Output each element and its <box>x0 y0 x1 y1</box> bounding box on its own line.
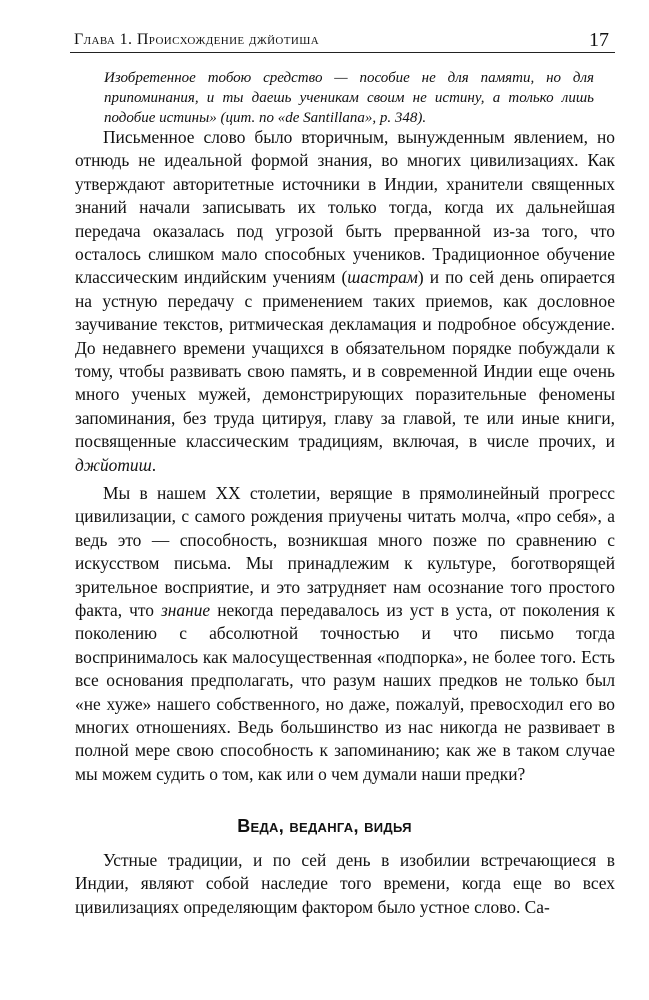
body-paragraph <box>75 126 615 477</box>
paragraph-text: ) и по сей день опирается на устную передачу с применением таких приемов, как дословное заучивание текстов, ритмическая декламация и подробное обсуждение. До недавнего времени учащихся в обязательном порядке побуждали к тому, чтобы развивать свою память, и в современной Индии еще очень много ученых мужей, демонстрирующих поразительные феномены запоминания, без труда цитируя, главу за главой, те или иные книги, посвященные классическим традициям, включая, в числе прочих, и <box>75 267 616 452</box>
paragraph-text: Мы в нашем XX столетии, верящие в прямолинейный прогресс цивилизации, с самого рождения приучены читать молча, «про себя», а ведь это — способность, возникшая много позже по сравнению с искусством письма. Мы принадлежим к культуре, боготворящей зрительное восприятие, и это затрудняет нам осознание того простого факта, что <box>75 483 615 621</box>
section-heading: Веда, веданга, видья <box>237 816 412 836</box>
paragraph-text: Письменное слово было вторичным, вынужденным явлением, но отнюдь не идеальной формой знания, во многих цивилизациях. Как утверждают авторитетные источники в Индии, хранители священных знаний начали записывать их только тогда, когда их дальнейшая передача оказалась под угрозой быть прерванной из-за того, что осталось слишком мало способных учеников. Традиционное обучение классическим индийским учениям ( <box>75 127 615 288</box>
page-number: 17 <box>589 29 609 51</box>
running-header <box>70 30 615 53</box>
paragraph-text: некогда передавалось из уст в уста, от поколения к поколению с абсолютной точностью и что письмо тогда воспринималось как малосущественная «подпорка», не более того. Есть все основания предполагать, что разум наших предков не только был «не хуже» нашего собственного, но даже, пожалуй, превосходил его во многих отношениях. Ведь большинство из нас никогда не развивает в полной мере свою способность к запоминанию; как же в таком случае мы можем судить о том, как или о чем думали наши предки? <box>75 600 616 784</box>
body-paragraph <box>75 482 615 786</box>
chapter-title: Глава 1. Происхождение джйотиша <box>74 31 320 48</box>
emphasized-term: джйотиш <box>75 454 152 475</box>
emphasized-term: шастрам <box>347 267 418 288</box>
body-paragraph: Устные традиции, и по сей день в изобилии встречающиеся в Индии, являют собой наследие того времени, когда еще во всех цивилизациях определяющим фактором было устное слово. Са- <box>75 850 615 917</box>
emphasized-term: знание <box>161 600 211 621</box>
paragraph-text: . <box>151 454 157 475</box>
epigraph-quote: Изобретенное тобою средство — пособие не для памяти, но для припоминания, и ты даешь ученикам своим не истину, а только лишь подобие истины» (цит. по «de Santillana», р. 348). <box>104 70 594 126</box>
